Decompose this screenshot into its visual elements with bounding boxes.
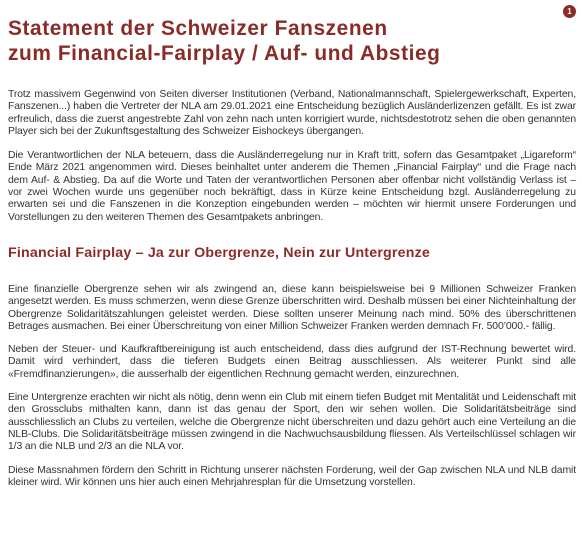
page-title xyxy=(8,16,551,66)
document-page xyxy=(8,4,576,489)
page-title-line-2: zum Financial-Fairplay / Auf- und Abstieg xyxy=(8,41,441,65)
intro-paragraph: Trotz massivem Gegenwind von Seiten diverser Institutionen (Verband, Nationalmannschaft, Spielergewerkschaft, Experten, Fanszenen...) haben die Vertreter der NLA am 29.01.2021 eine Entscheidung bezüglich Ausländerlizenzen gefällt. Es ist zwar erfreulich, dass die zuerst angestrebte Zahl von zehn nach unten korrigiert wurde, nichtsdestotrotz sehen die oben genannten Player sich bei der Zukunftsgestaltung des Schweizer Eishockeys übergangen. xyxy=(8,89,576,137)
section-heading: Financial Fairplay – Ja zur Obergrenze, Nein zur Untergrenze xyxy=(8,244,430,261)
page-title-line-1: Statement der Schweizer Fanszenen xyxy=(8,16,388,40)
section-paragraph: Neben der Steuer- und Kaufkraftbereinigung ist auch entscheidend, dass dies aufgrund der IST-Rechnung bewertet wird. Damit wird verhindert, dass die tieferen Budgets einen Beitrag ausschliessen. Als weiterer Punkt sind alle «Fremdfinanzierungen», die ausserhalb der eigentlichen Rechnung gemacht werden, einzurechnen. xyxy=(8,344,576,380)
section-paragraph: Diese Massnahmen fördern den Schritt in Richtung unserer nächsten Forderung, weil der Gap zwischen NLA und NLB damit kleiner wird. Wir können uns hier auch einen Mehrjahresplan für die Umsetzung vorstellen. xyxy=(8,464,576,488)
section-paragraph: Eine Untergrenze erachten wir nicht als nötig, denn wenn ein Club mit einem tiefen Budget mit Mentalität und Leidenschaft mit den Grossclubs mithalten kann, dann ist das genau der Sport, den wir sehen wollen. Die Solidaritätsbeiträge sind ausschliesslich an Clubs zu verteilen, welche die Obergrenze nicht überschreiten und dazu gehört auch eine Verteilung an die NLB-Clubs. Die Solidaritätsbeiträge müssen zwingend in die Nachwuchsausbildung fliessen. Als Verteilschlüssel schlagen wir 1/3 an die NLB und 2/3 an die NLA vor. xyxy=(8,392,576,453)
notification-badge: 1 xyxy=(563,5,576,18)
section-paragraph: Eine finanzielle Obergrenze sehen wir als zwingend an, diese kann beispielsweise bei 9 Millionen Schweizer Franken angesetzt werden. Es muss schmerzen, wenn diese Grenze überschritten wird. Deshalb müssen bei einer Nichteinhaltung der Obergrenze Solidaritätszahlungen geleistet werden. Diese sollten unserer Meinung nach mind. 50% des überschrittenen Betrages ausmachen. Bei einer Überschreitung von einer Million Schweizer Franken werden demnach Fr. 500’000.- fällig. xyxy=(8,283,576,332)
intro-paragraph: Die Verantwortlichen der NLA beteuern, dass die Ausländerregelung nur in Kraft tritt, sofern das Gesamtpaket „Ligareform“ Ende März 2021 angenommen wird. Dieses beinhaltet unter anderem die Themen „Financial Fairplay“ und die Frage nach dem Auf- & Abstieg. Da auf die Worte und Taten der verantwortlichen Personen aber offenbar nicht vollständig Verlass ist – vor zwei Wochen wurde uns gegenüber noch bekräftigt, dass in Kürze keine Entscheidung bzgl. Ausländerregelung zu erwarten sei und die Fanszenen in die Konzeption eingebunden werden – möchten wir hiermit unsere Forderungen und Vorstellungen zu den weiteren Themen des Gesamtpakets anbringen. xyxy=(8,150,576,223)
